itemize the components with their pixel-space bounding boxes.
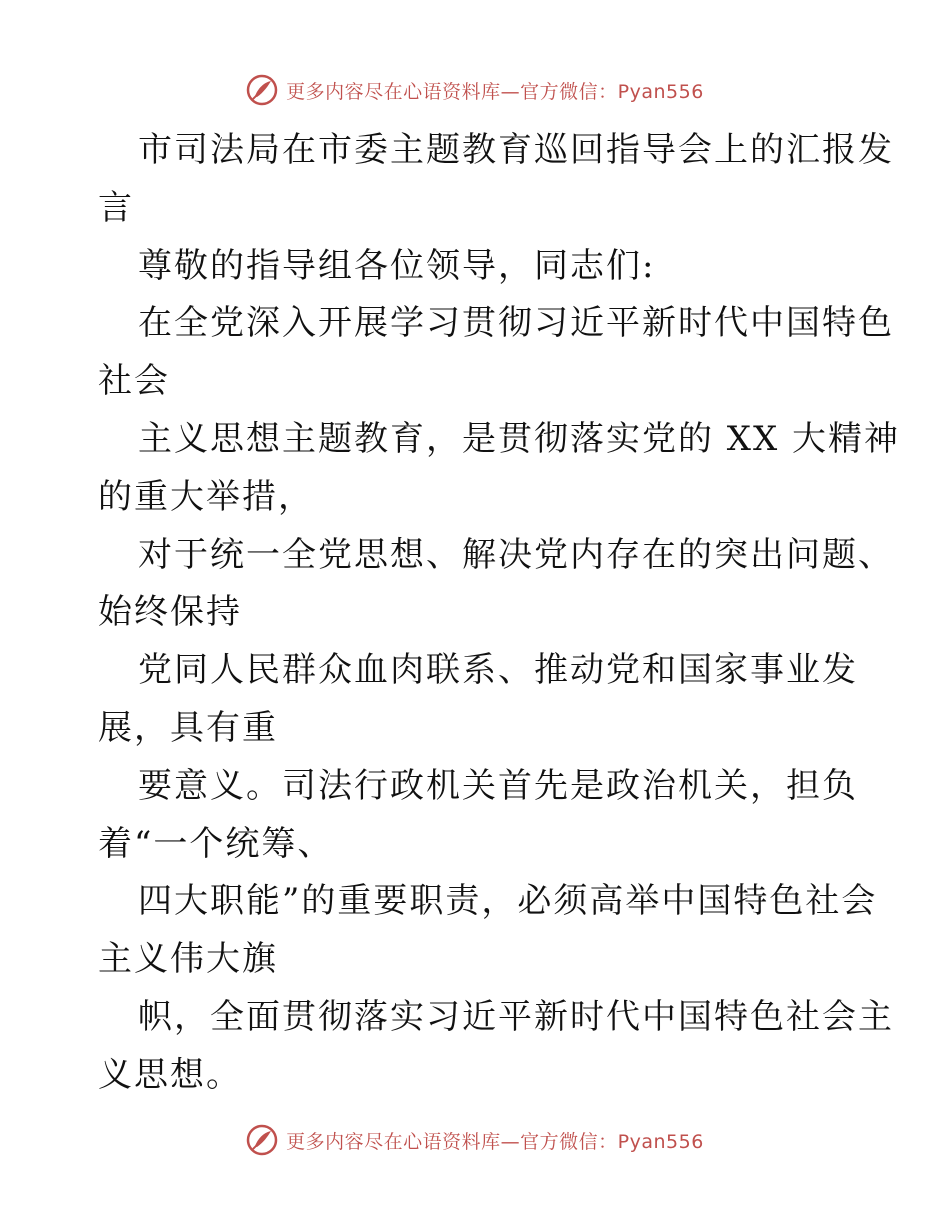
feather-logo-icon: [246, 1124, 278, 1156]
doc-title-line-1: 市司法局在市委主题教育巡回指导会上的汇报发: [138, 130, 894, 170]
doc-title-line-2: 言: [98, 187, 134, 228]
footer-banner-text: 更多内容尽在心语资料库—官方微信：Pyan556: [286, 1130, 704, 1153]
doc-paragraph-line: 帜，全面贯彻落实习近平新时代中国特色社会主: [138, 996, 894, 1037]
header-banner-text: 更多内容尽在心语资料库—官方微信：Pyan556: [286, 80, 704, 103]
doc-paragraph-line: 的重大举措，: [98, 476, 314, 517]
doc-paragraph-line: 主义思想主题教育，是贯彻落实党的 XX 大精神: [138, 418, 901, 459]
doc-paragraph-line: 党同人民群众血肉联系、推动党和国家事业发: [138, 650, 858, 691]
doc-paragraph-line: 在全党深入开展学习贯彻习近平新时代中国特色: [138, 303, 894, 344]
doc-paragraph-line: 着“一个统筹、: [98, 823, 334, 864]
document-body: [98, 122, 901, 1105]
doc-paragraph-line: 社会: [98, 361, 170, 402]
doc-paragraph-line: 四大职能”的重要职责，必须高举中国特色社会: [138, 881, 878, 922]
doc-paragraph-line: 主义伟大旗: [98, 939, 278, 980]
header-watermark-banner: [0, 70, 950, 110]
doc-paragraph-line: 要意义。司法行政机关首先是政治机关，担负: [138, 765, 858, 806]
footer-watermark-banner: [0, 1120, 950, 1160]
feather-logo-icon: [246, 74, 278, 106]
doc-paragraph-line: 展，具有重: [98, 707, 278, 748]
doc-paragraph-line: 义思想。: [98, 1054, 242, 1095]
doc-salutation: 尊敬的指导组各位领导，同志们:: [138, 245, 656, 286]
doc-paragraph-line: 对于统一全党思想、解决党内存在的突出问题、: [138, 534, 894, 575]
doc-paragraph-line: 始终保持: [98, 592, 242, 633]
